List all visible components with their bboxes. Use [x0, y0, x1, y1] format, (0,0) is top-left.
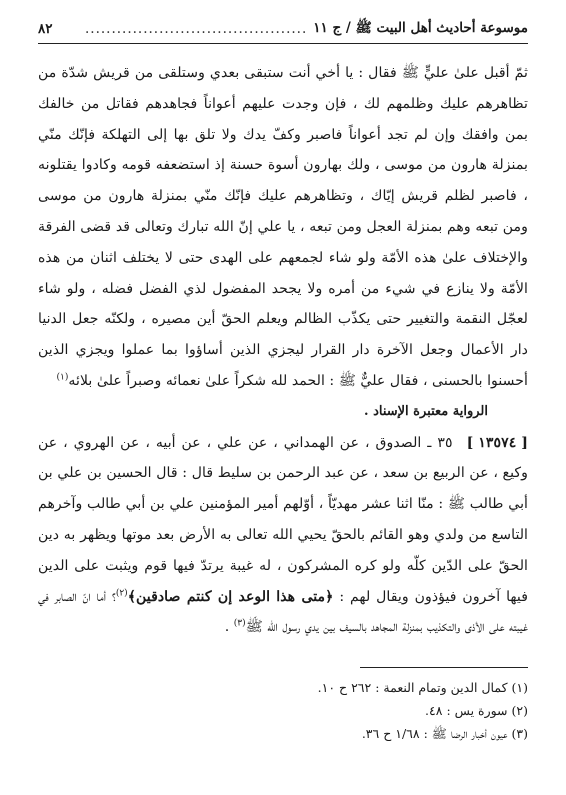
paragraph-1 — [38, 58, 528, 397]
quran-verse: ﴿متى هذا الوعد إن كنتم صادقين﴾ — [127, 588, 334, 605]
footnote-ref-2: (٢) — [115, 587, 128, 598]
footnote-2: (٢) سورة يس : ٤٨. — [425, 703, 528, 718]
paragraph-2 — [38, 428, 528, 644]
footnote-ref-3: (٣) — [233, 618, 246, 629]
paragraph-1-text: ثمّ أقبل علىٰ عليٍّ ﷺ فقال : يا أخي أنت ستبقى بعدي وستلقى من قريش شدّة من تظاهرهم عليك وظلمهم لك ، فإن وجدت عليهم أعواناً فجاهدهم فقاتل من خالفك بمن وافقك وإن لم تجد أعواناً فاصبر وكفّ يدك ولا تلق بها إلى التهلكة فإنّك منّي بمنزلة هارون من موسى ، ولك بهارون أسوة حسنة إذ استضعفه قومه وكادوا يقتلونه ، فاصبر لظلم قريش إيّاك ، وتظاهرهم عليك فإنّك منّي بمنزلة هارون من موسى ومن تبعه وهم بمنزلة العجل ومن تبعه ، يا علي إنّ الله تبارك وتعالى قد قضى الفرقة والإختلاف علىٰ هذه الأمّة ولو شاء لجمعهم على الهدى حتى لا يختلف اثنان من هذه الأمّة ولا ينازع في شيء من أمره ولا يجحد المفضول لذي الفضل فضله ، ولو شاء لعجّل النقمة والتغيير حتى يكذّب الظالم ويعلم الحقّ أين مصيره ، ولكنّه جعل الدنيا دار الأعمال وجعل الآخرة دار القرار ليجزي الذين أساؤوا بما عملوا ويجزي الذين أحسنوا بالحسنى ، فقال عليٌّ ﷺ : الحمد لله شكراً علىٰ نعمائه وصبراً علىٰ بلائه — [38, 65, 528, 389]
chain-assessment: الرواية معتبرة الإسناد . — [364, 403, 488, 419]
footnote-3: (٣) عيون أخبار الرضا ﷺ : ١/٦٨ ح ٣٦. — [361, 726, 528, 741]
page-header — [38, 18, 528, 44]
footnote-1: (١) كمال الدين وتمام النعمة : ٢٦٢ ح ١٠. — [317, 680, 528, 695]
footnote-ref-1: (١) — [56, 372, 69, 383]
footnote-divider — [360, 667, 528, 668]
header-leader-dots: .......................................... — [85, 21, 308, 37]
paragraph-2-end: . — [224, 619, 230, 636]
hadith-number: [ ١٣٥٧٤ ] — [466, 434, 528, 451]
footnotes — [38, 676, 528, 745]
paragraph-2-text: ٣٥ ـ الصدوق ، عن الهمداني ، عن علي ، عن أبيه ، عن الهروي ، عن وكيع ، عن الربيع بن سعد ، عن عبد الرحمن بن سليط قال : قال الحسين بن علي بن أبي طالب ﷺ : منّا اثنا عشر مهديّاً ، أوّلهم أمير المؤمنين علي بن أبي طالب وآخرهم التاسع من ولدي وهو القائم بالحقّ يحيي الله تعالى به الأرض بعد موتها ويظهر به دين الحقّ على الدّين كلّه ولو كره المشركون ، له غيبة يرتدّ فيها قوم ويثبت على الدين فيها آخرون فيؤذون ويقال لهم : — [38, 434, 528, 605]
paragraph-2-continuation: ؟ أما انّ الصابر في غيبته على الأذى والتكذيب بمنزلة المجاهد بالسيف بين يدي رسول الله ﷺ — [38, 588, 528, 636]
page-number: ٨٢ — [38, 21, 53, 37]
main-text — [38, 58, 528, 643]
running-title: موسوعة أحاديث أهل البيت ﷺ / ج ١١ — [313, 20, 528, 36]
